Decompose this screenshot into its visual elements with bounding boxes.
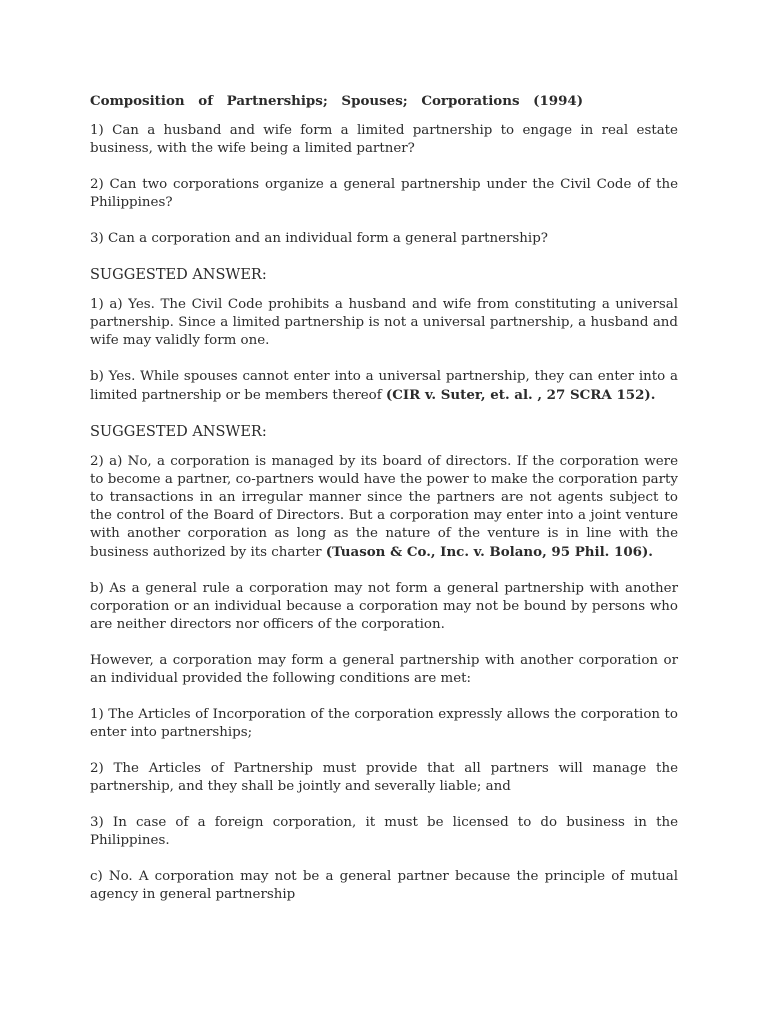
answer-1a: 1) a) Yes. The Civil Code prohibits a husband and wife from constituting a universal partnership. Since a limited partnership is not a universal partnership, a husband and wife may validly form one. xyxy=(90,297,678,348)
answer-2a-text: 2) a) No, a corporation is managed by its board of directors. If the corporation were to become a partner, co-partners would have the power to make the corporation party to transactions in an irregular manner since the partners are not agents subject to the control of the Board of Directors. But a corporation may enter into a joint venture with another corporation as long as the nature of the venture is in line with the business authorized by its charter xyxy=(90,454,678,560)
answer-2b: b) As a general rule a corporation may not form a general partnership with another corporation or an individual because a corporation may not be bound by persons who are neither directors nor officers of the corporation. xyxy=(90,581,678,632)
condition-2: 2) The Articles of Partnership must provide that all partners will manage the partnership, and they shall be jointly and severally liable; and xyxy=(90,761,678,794)
condition-1: 1) The Articles of Incorporation of the corporation expressly allows the corporation to enter into partnerships; xyxy=(90,707,678,740)
answer-2c: c) No. A corporation may not be a general partner because the principle of mutual agency in general partnership xyxy=(90,869,678,902)
document-page xyxy=(90,92,678,904)
suggested-answer-label: SUGGESTED ANSWER: xyxy=(90,267,267,283)
document-title: Composition of Partnerships; Spouses; Corporations (1994) xyxy=(90,93,584,109)
question-3: 3) Can a corporation and an individual form a general partnership? xyxy=(90,231,548,246)
citation-tuason-v-bolano: (Tuason & Co., Inc. v. Bolano, 95 Phil. 106). xyxy=(325,544,653,560)
answer-1b xyxy=(90,368,678,405)
suggested-answer-label-2: SUGGESTED ANSWER: xyxy=(90,424,267,440)
answer-2a xyxy=(90,453,678,562)
however-paragraph: However, a corporation may form a general partnership with another corporation or an individual provided the following conditions are met: xyxy=(90,653,678,686)
question-2: 2) Can two corporations organize a general partnership under the Civil Code of the Philippines? xyxy=(90,177,678,210)
condition-3: 3) In case of a foreign corporation, it must be licensed to do business in the Philippines. xyxy=(90,815,678,848)
citation-cir-v-suter: (CIR v. Suter, et. al. , 27 SCRA 152). xyxy=(385,387,656,403)
answer-1b-text: b) Yes. While spouses cannot enter into a universal partnership, they can enter into a limited partnership or be members thereof xyxy=(90,369,678,403)
question-1: 1) Can a husband and wife form a limited partnership to engage in real estate business, with the wife being a limited partner? xyxy=(90,123,678,156)
